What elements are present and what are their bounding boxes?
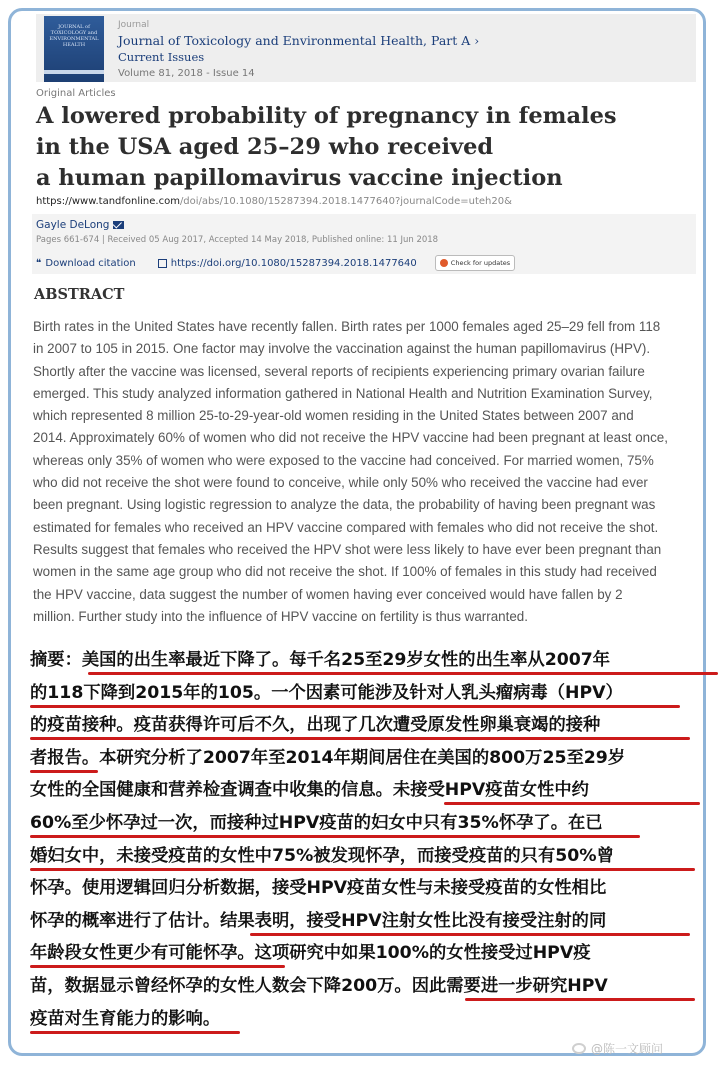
current-issues-link[interactable]: Current Issues: [118, 50, 205, 64]
translation-line: [30, 644, 710, 677]
abstract-line: Results suggest that females who received the HPV shot were less likely to have ever been pregnant than: [33, 541, 662, 557]
red-underline: [30, 835, 640, 838]
abstract-line: whereas only 35% of women who were exposed to the vaccine had conceived. For married women, 75%: [33, 452, 654, 468]
red-underline: [88, 672, 718, 675]
article-title: [36, 101, 676, 194]
translation-text: 者报告。本研究分析了2007年至2014年期间居住在美国的800万25至29岁: [30, 747, 626, 768]
abstract-heading: ABSTRACT: [34, 286, 125, 303]
check-updates-label: Check for updates: [450, 259, 511, 267]
watermark-text: @陈一文顾问: [591, 1042, 664, 1056]
red-underline: [30, 737, 690, 740]
abstract-line: Birth rates in the United States have recently fallen. Birth rates per 1000 females aged 25–29 fell from 118: [33, 319, 661, 334]
translation-text: 女性的全国健康和营养检查调查中收集的信息。未接受HPV疫苗女性中约: [30, 780, 589, 801]
publication-info: Pages 661-674 | Received 05 Aug 2017, Accepted 14 May 2018, Published online: 11 Jun 2018: [36, 235, 439, 245]
weibo-icon: [572, 1043, 586, 1054]
translation-line: [30, 677, 710, 710]
translation-line: [30, 872, 710, 905]
doi-text[interactable]: https://doi.org/10.1080/15287394.2018.1477640: [170, 257, 417, 269]
journal-kicker: Journal: [118, 20, 150, 30]
abstract-line: emerged. This study analyzed information gathered in National Health and Nutrition Examination Survey,: [33, 385, 653, 401]
url-host: https://www.tandfonline.com: [36, 196, 180, 207]
red-underline: [30, 770, 98, 773]
abstract-line: women in the same age group who did not receive the shot. If 100% of females in this study had received: [33, 564, 657, 580]
abstract-line: been pregnant. Using logistic regression to analyze the data, the probability of having been pregnant was: [33, 497, 656, 513]
chinese-translation: [30, 644, 710, 1035]
author-link[interactable]: [36, 219, 124, 231]
translation-text: 疫苗对生育能力的影响。: [30, 1008, 221, 1029]
article-type: Original Articles: [36, 88, 116, 99]
journal-cover-image[interactable]: JOURNAL of TOXICOLOGY and ENVIRONMENTAL HEALTH: [44, 16, 104, 82]
url-path: /doi/abs/10.1080/15287394.2018.1477640?journalCode=uteh20&: [179, 196, 512, 207]
url-bar: [36, 196, 512, 207]
abstract-line: estimated for females who received an HPV vaccine compared with females who did not receive the shot.: [33, 519, 659, 535]
abstract-line: who did not receive the shot were found to conceive, while only 50% who received the vaccine had ever: [33, 475, 648, 491]
article-title-line: A lowered probability of pregnancy in females: [36, 103, 617, 129]
translation-text: 怀孕。使用逻辑回归分析数据，接受HPV疫苗女性与未接受疫苗的女性相比: [30, 878, 607, 899]
translation-text: 的疫苗接种。疫苗获得许可后不久，出现了几次遭受原发性卵巢衰竭的接种: [30, 715, 601, 736]
translation-line: [30, 807, 710, 840]
red-underline: [250, 933, 690, 936]
translation-line: [30, 709, 710, 742]
red-underline: [30, 868, 695, 871]
crossmark-icon: [440, 259, 448, 267]
doi-link[interactable]: [158, 258, 417, 269]
translation-text: 的118下降到2015年的105。一个因素可能涉及针对人乳头瘤病毒（HPV）: [30, 682, 623, 703]
abstract-line: which represented 8 million 25-to-29-year-old women residing in the United States between 2007 and: [33, 408, 634, 424]
article-title-line: in the USA aged 25–29 who received: [36, 134, 494, 160]
translation-line: [30, 774, 710, 807]
translation-text: 婚妇女中，未接受疫苗的女性中75%被发现怀孕，而接受疫苗的只有50%曾: [30, 845, 614, 866]
translation-line: [30, 905, 710, 938]
translation-text: 怀孕的概率进行了估计。结果表明，接受HPV注射女性比没有接受注射的同: [30, 910, 607, 931]
external-link-icon: [158, 259, 167, 268]
red-underline: [30, 705, 680, 708]
red-underline: [444, 802, 700, 805]
abstract-line: in 2007 to 105 in 2015. One factor may involve the vaccination against the human papillomavirus (HPV).: [33, 341, 651, 357]
translation-line: [30, 937, 710, 970]
translation-text: 年龄段女性更少有可能怀孕。这项研究中如果100%的女性接受过HPV疫: [30, 943, 591, 964]
author-name[interactable]: Gayle DeLong: [36, 219, 110, 231]
red-underline: [30, 1031, 240, 1034]
actions-row: [36, 255, 515, 271]
download-citation-link[interactable]: Download citation: [45, 257, 136, 269]
abstract-line: the HPV vaccine, data suggest the number of women having ever conceived would have fallen by 2: [33, 586, 623, 602]
abstract-line: million. Further study into the influence of HPV vaccine on fertility is thus warranted.: [33, 608, 528, 624]
translation-line: [30, 840, 710, 873]
abstract-line: 2014. Approximately 60% of women who did not receive the HPV vaccine had been pregnant at least once,: [33, 430, 668, 446]
weibo-watermark: [572, 1040, 663, 1057]
red-underline: [465, 998, 695, 1001]
abstract-line: Shortly after the vaccine was licensed, several reports of recipients experiencing primary ovarian failure: [33, 363, 645, 379]
article-title-line: a human papillomavirus vaccine injection: [36, 165, 563, 191]
quote-icon: ❝: [36, 257, 42, 269]
translation-text: 60%至少怀孕过一次，而接种过HPV疫苗的妇女中只有35%怀孕了。在已: [30, 812, 603, 833]
article-meta: [32, 214, 696, 274]
translation-text: 摘要：美国的出生率最近下降了。每千名25至29岁女性的出生率从2007年: [30, 650, 611, 670]
translation-text: 苗，数据显示曾经怀孕的女性人数会下降200万。因此需要进一步研究HPV: [30, 975, 608, 996]
email-icon[interactable]: [113, 221, 124, 229]
translation-line: [30, 742, 710, 775]
journal-header: [36, 14, 696, 82]
translation-line: [30, 1003, 710, 1036]
journal-title-link[interactable]: Journal of Toxicology and Environmental Health, Part A ›: [118, 33, 480, 48]
check-for-updates-button[interactable]: [435, 255, 515, 271]
red-underline: [30, 965, 285, 968]
translation-line: [30, 970, 710, 1003]
abstract-body: [33, 316, 693, 628]
volume-issue: Volume 81, 2018 - Issue 14: [118, 68, 255, 79]
